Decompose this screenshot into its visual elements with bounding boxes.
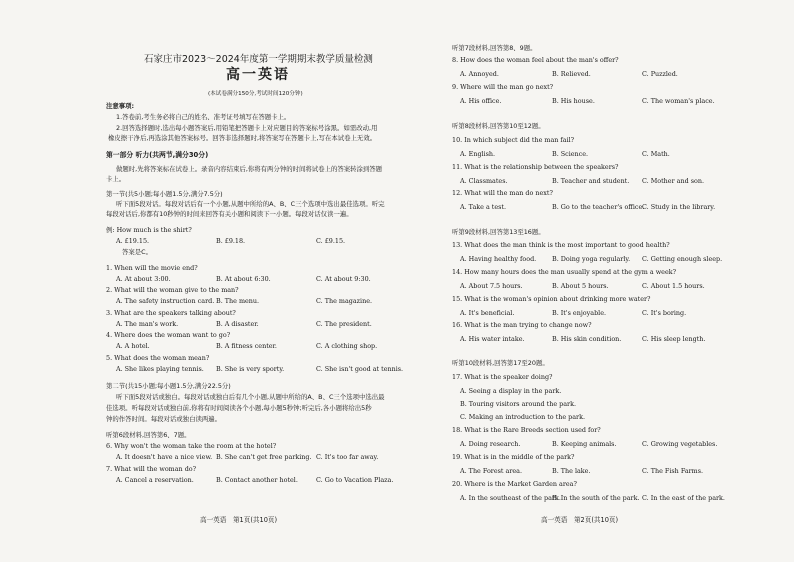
q18-option-c: C. Growing vegetables. [642, 440, 718, 448]
q15-option-b: B. It's enjoyable. [552, 309, 607, 317]
question-17: 17. What is the speaker doing? [452, 373, 553, 381]
material-6-heading: 听第6段材料,回答第6、7题。 [106, 431, 191, 439]
q13-option-b: B. Doing yoga regularly. [552, 255, 631, 263]
question-11: 11. What is the relationship between the speakers? [452, 163, 619, 171]
notice-1: 1.答卷前,考生务必将自己的姓名、准考证号填写在答题卡上。 [116, 113, 291, 121]
q19-option-c: C. The Fish Farms. [642, 467, 704, 475]
q5-option-b: B. She is very sporty. [216, 365, 285, 373]
page-1 [104, 38, 426, 538]
section-1-desc-b: 每段对话后,你都有10秒钟的时间来回答有关小题和阅读下一小题。每段对话仅读一遍。 [106, 210, 353, 218]
question-15: 15. What is the woman's opinion about drinking more water? [452, 295, 651, 303]
q6-option-c: C. It's too far away. [316, 453, 379, 461]
question-2: 2. What will the woman give to the man? [106, 286, 239, 294]
q18-option-a: A. Doing research. [460, 440, 521, 448]
q4-option-b: B. A fitness center. [216, 342, 277, 350]
q10-option-c: C. Math. [642, 150, 670, 158]
q2-option-a: A. The safety instruction card. [116, 297, 215, 305]
material-9-heading: 听第9段材料,回答第13至16题。 [452, 228, 545, 236]
q2-option-c: C. The magazine. [316, 297, 373, 305]
section-1-heading: 第一节(共5小题;每小题1.5分,满分7.5分) [106, 190, 223, 198]
q12-option-b: B. Go to the teacher's office. [552, 203, 645, 211]
notice-2: 2.回答选择题时,选出每小题答案后,用铅笔把答题卡上对应题目的答案标号涂黑。如需改动,用 [116, 124, 378, 132]
section-2-desc-b: 佳选项。听每段对话或独白前,你将有时间阅读各个小题,每小题5秒钟;听完后,各小题将给出5秒 [106, 404, 372, 412]
exam-title: 石家庄市2023～2024年度第一学期期末教学质量检测 [144, 54, 373, 65]
q17-option-b: B. Touring visitors around the park. [460, 400, 577, 408]
page-2-footer: 高一英语 第2页(共10页) [541, 516, 619, 524]
q17-option-a: A. Seeing a display in the park. [460, 387, 562, 395]
q11-option-c: C. Mother and son. [642, 177, 704, 185]
part-1-heading: 第一部分 听力(共两节,满分30分) [106, 151, 209, 159]
exam-note: (本试卷满分150分,考试时间120分钟) [208, 91, 303, 97]
q20-option-c: C. In the east of the park. [642, 494, 725, 502]
question-3: 3. What are the speakers talking about? [106, 309, 236, 317]
q12-option-c: C. Study in the library. [642, 203, 716, 211]
q10-option-a: A. English. [460, 150, 496, 158]
question-18: 18. What is the Rare Breeds section used for? [452, 426, 601, 434]
part-1-desc: 做题时,先将答案标在试卷上。录音内容结束后,你将有两分钟的时间将试卷上的答案转涂到答题 [116, 165, 383, 173]
q7-option-b: B. Contact another hotel. [216, 476, 298, 484]
q14-option-a: A. About 7.5 hours. [460, 282, 523, 290]
part-1-desc-b: 卡上。 [106, 175, 126, 183]
q9-option-a: A. His office. [460, 97, 502, 105]
notice-2b: 橡皮擦干净后,再选涂其他答案标号。回答非选择题时,将答案写在答题卡上,写在本试卷上无效。 [108, 134, 377, 142]
q15-option-a: A. It's beneficial. [460, 309, 515, 317]
notice-label: 注意事项: [106, 102, 135, 110]
example-question: 例: How much is the shirt? [106, 226, 192, 234]
section-2-heading: 第二节(共15小题;每小题1.5分,满分22.5分) [106, 382, 231, 390]
example-option-b: B. £9.18. [216, 237, 246, 245]
question-8: 8. How does the woman feel about the man's offer? [452, 56, 619, 64]
example-answer: 答案是C。 [122, 248, 153, 256]
q8-option-c: C. Puzzled. [642, 70, 678, 78]
q7-option-a: A. Cancel a reservation. [116, 476, 194, 484]
q1-option-a: A. At about 3:00. [116, 275, 171, 283]
q8-option-a: A. Annoyed. [460, 70, 499, 78]
q13-option-c: C. Getting enough sleep. [642, 255, 723, 263]
example-option-c: C. £9.15. [316, 237, 346, 245]
q9-option-c: C. The woman's place. [642, 97, 715, 105]
section-1-desc: 听下面5段对话。每段对话后有一个小题,从题中所给的A、B、C三个选项中选出最佳选项。听完 [116, 200, 385, 208]
question-5: 5. What does the woman mean? [106, 354, 210, 362]
q20-option-a: A. In the southeast of the park. [460, 494, 561, 502]
q6-option-b: B. She can't get free parking. [216, 453, 312, 461]
q1-option-c: C. At about 9:30. [316, 275, 371, 283]
q2-option-b: B. The menu. [216, 297, 260, 305]
section-2-desc-c: 钟的作答时间。每段对话或独白读两遍。 [106, 415, 222, 423]
q19-option-b: B. The lake. [552, 467, 591, 475]
q11-option-a: A. Classmates. [460, 177, 508, 185]
question-1: 1. When will the movie end? [106, 264, 198, 272]
q20-option-b: B. In the south of the park. [552, 494, 640, 502]
q17-option-c: C. Making an introduction to the park. [460, 413, 586, 421]
q1-option-b: B. At about 6:30. [216, 275, 271, 283]
q10-option-b: B. Science. [552, 150, 589, 158]
subject-title: 高一英语 [226, 67, 290, 83]
q14-option-b: B. About 5 hours. [552, 282, 609, 290]
q4-option-c: C. A clothing shop. [316, 342, 378, 350]
material-8-heading: 听第8段材料,回答第10至12题。 [452, 122, 545, 130]
q16-option-a: A. His water intake. [460, 335, 525, 343]
question-4: 4. Where does the woman want to go? [106, 331, 231, 339]
q5-option-c: C. She isn't good at tennis. [316, 365, 404, 373]
q18-option-b: B. Keeping animals. [552, 440, 617, 448]
page-1-footer: 高一英语 第1页(共10页) [200, 516, 278, 524]
q14-option-c: C. About 1.5 hours. [642, 282, 705, 290]
q11-option-b: B. Teacher and student. [552, 177, 630, 185]
q16-option-b: B. His skin condition. [552, 335, 622, 343]
material-10-heading: 听第10段材料,回答第17至20题。 [452, 359, 549, 367]
q8-option-b: B. Relieved. [552, 70, 591, 78]
question-6: 6. Why won't the woman take the room at the hotel? [106, 442, 277, 450]
q4-option-a: A. A hotel. [116, 342, 150, 350]
question-14: 14. How many hours does the man usually spend at the gym a week? [452, 268, 677, 276]
section-2-desc: 听下面5段对话或独白。每段对话或独白后有几个小题,从题中所给的A、B、C三个选项中选出最 [116, 393, 385, 401]
material-7-heading: 听第7段材料,回答第8、9题。 [452, 44, 537, 52]
page-2 [450, 40, 725, 540]
q3-option-b: B. A disaster. [216, 320, 259, 328]
question-10: 10. In which subject did the man fail? [452, 136, 575, 144]
q16-option-c: C. His sleep length. [642, 335, 706, 343]
question-7: 7. What will the woman do? [106, 465, 197, 473]
question-19: 19. What is in the middle of the park? [452, 453, 575, 461]
q19-option-a: A. The Forest area. [460, 467, 523, 475]
q15-option-c: C. It's boring. [642, 309, 687, 317]
example-option-a: A. £19.15. [116, 237, 150, 245]
q7-option-c: C. Go to Vacation Plaza. [316, 476, 394, 484]
question-20: 20. Where is the Market Garden area? [452, 480, 577, 488]
q6-option-a: A. It doesn't have a nice view. [116, 453, 213, 461]
question-13: 13. What does the man think is the most important to good health? [452, 241, 670, 249]
q5-option-a: A. She likes playing tennis. [116, 365, 204, 373]
question-9: 9. Where will the man go next? [452, 83, 554, 91]
q9-option-b: B. His house. [552, 97, 595, 105]
q12-option-a: A. Take a test. [460, 203, 507, 211]
q3-option-a: A. The man's work. [116, 320, 179, 328]
question-16: 16. What is the man trying to change now? [452, 321, 592, 329]
question-12: 12. What will the man do next? [452, 189, 553, 197]
q3-option-c: C. The president. [316, 320, 372, 328]
q13-option-a: A. Having healthy food. [460, 255, 537, 263]
